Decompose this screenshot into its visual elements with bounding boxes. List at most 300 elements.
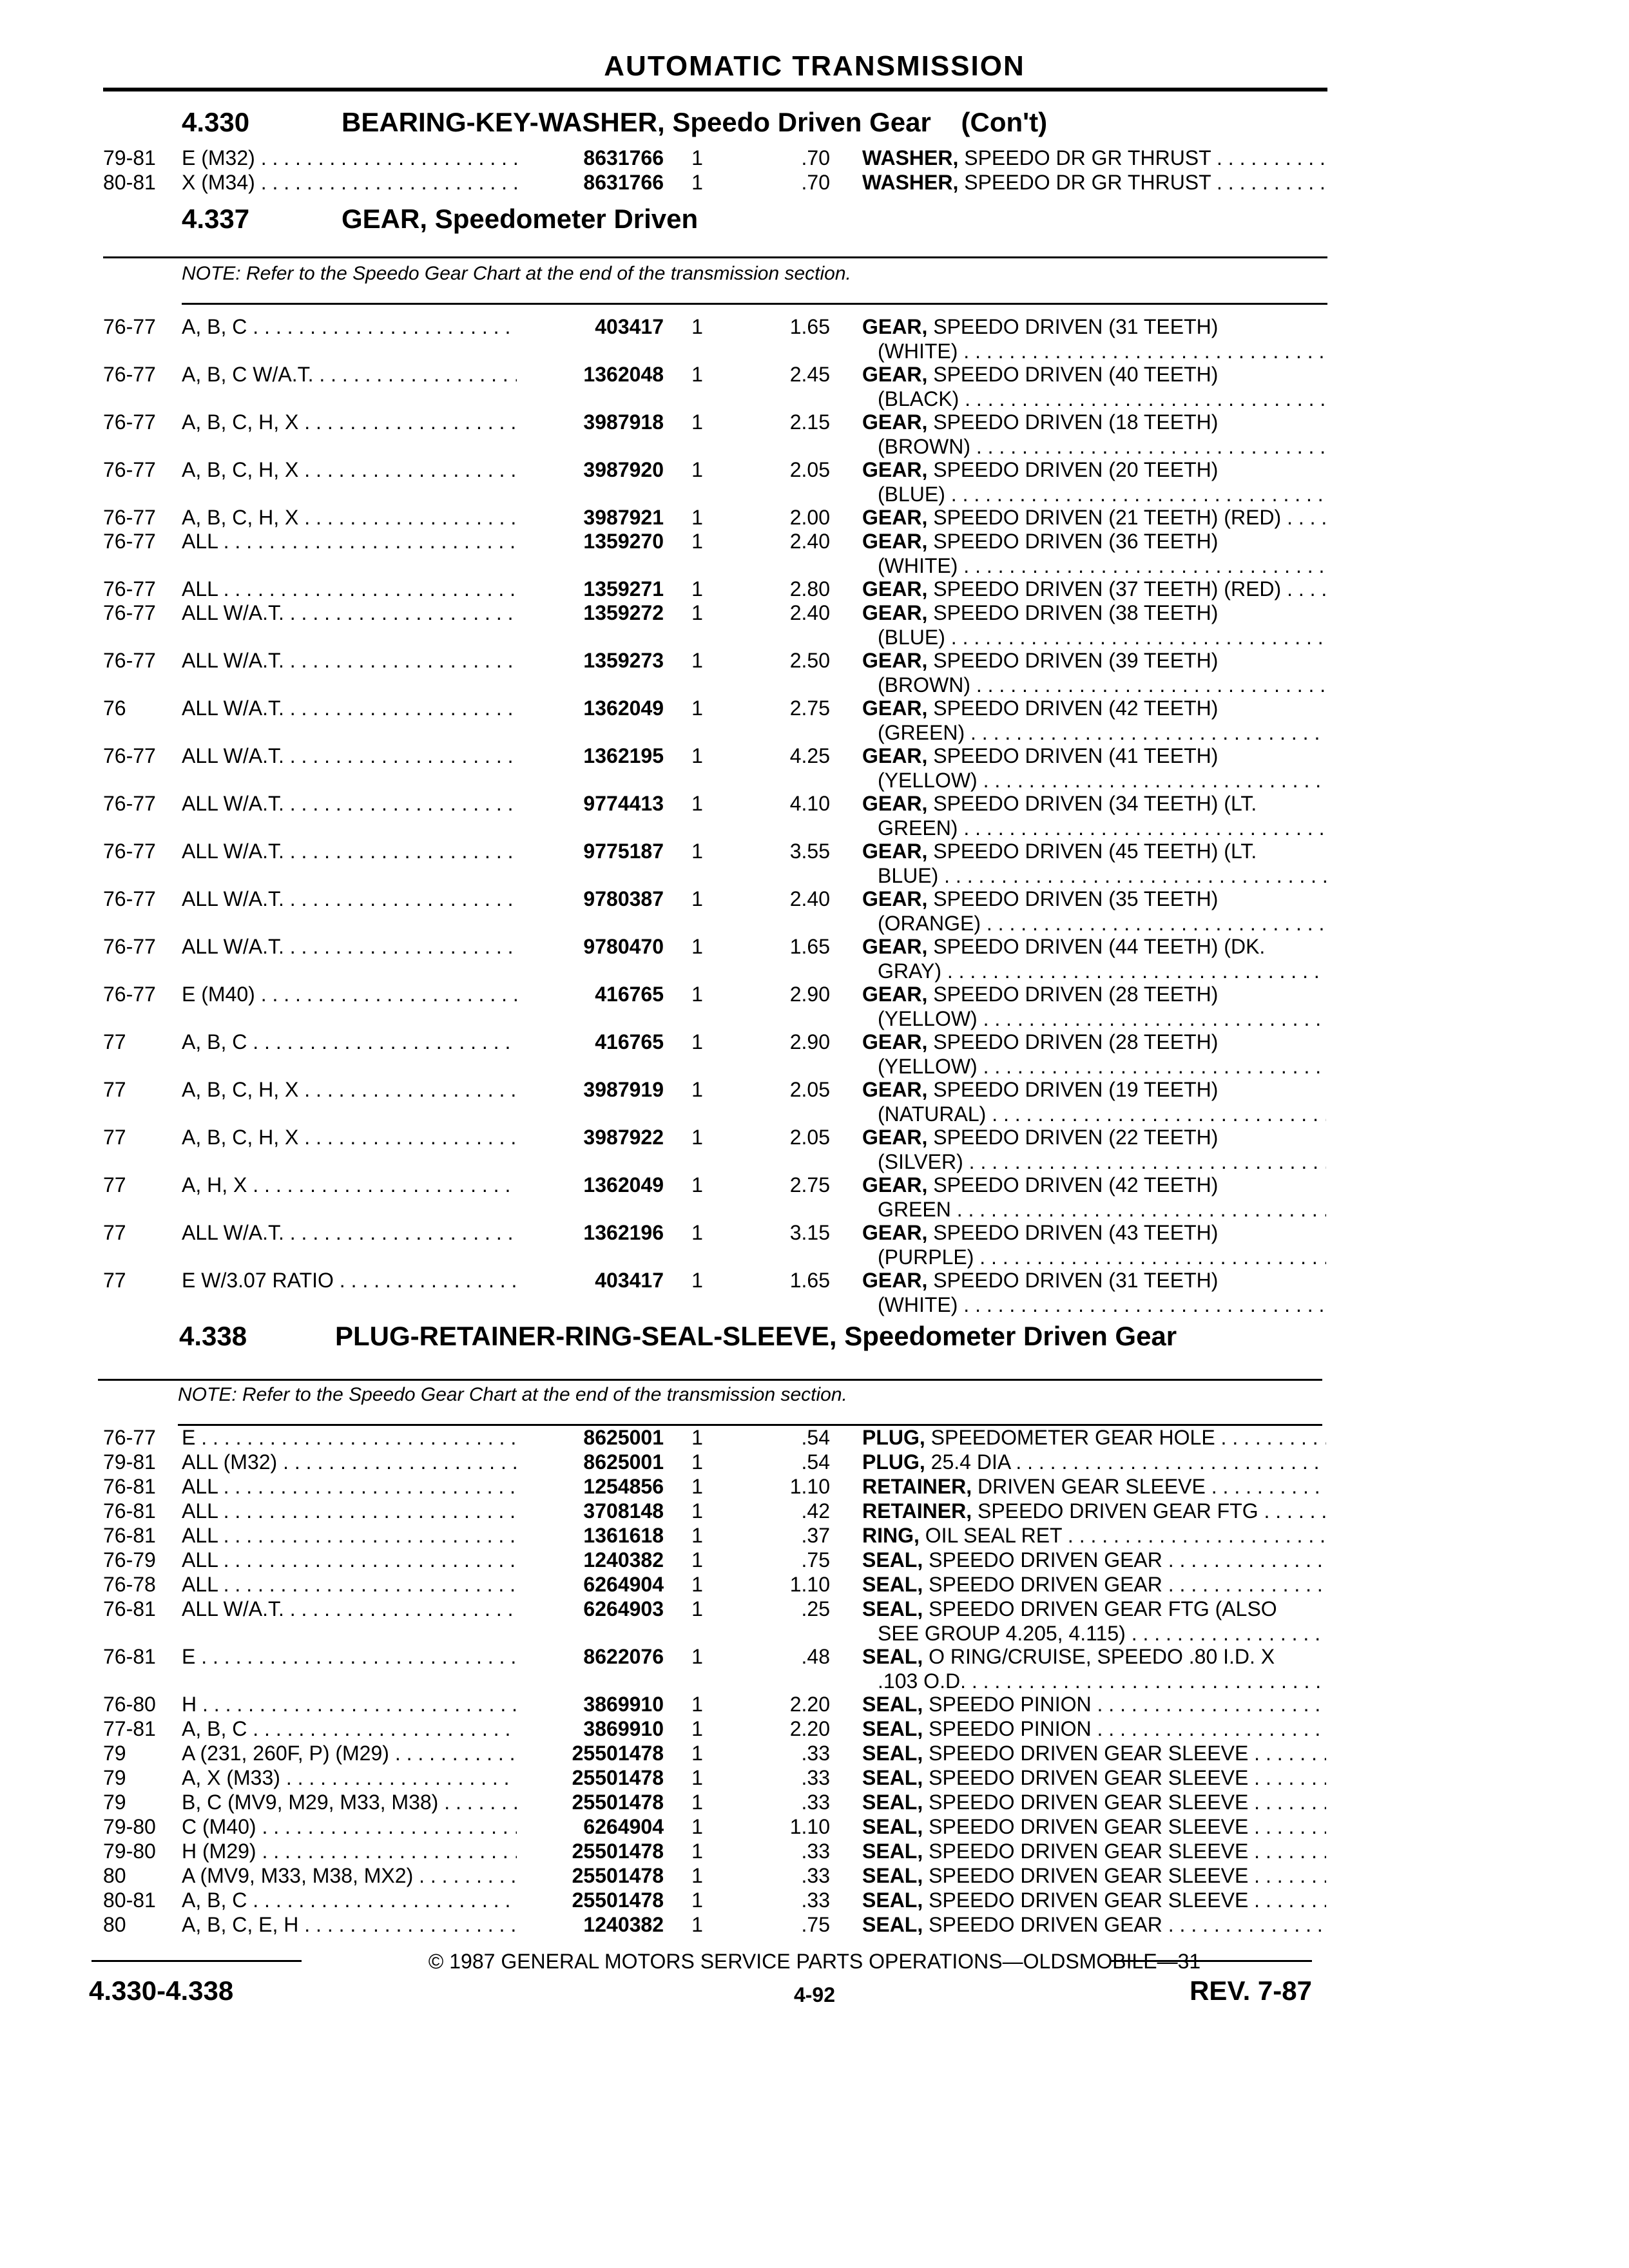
description-line: PLUG, SPEEDOMETER GEAR HOLE . . .	[862, 1425, 1326, 1450]
price: 2.90	[789, 983, 830, 1006]
part-number: 1240382	[583, 1548, 664, 1571]
part-number: 1359270	[583, 530, 664, 553]
description-line: GEAR, SPEEDO DRIVEN (34 TEETH) (LT.	[862, 792, 1257, 815]
part-type: SEAL,	[862, 1742, 923, 1765]
price: 2.75	[789, 1173, 830, 1196]
quantity: 1	[691, 1597, 703, 1620]
description-line: GEAR, SPEEDO DRIVEN (37 TEETH) (RED) . . .	[862, 577, 1326, 601]
quantity: 1	[691, 146, 703, 169]
description-line: .103 O.D. . . .	[862, 1669, 1326, 1693]
part-type: SEAL,	[862, 1791, 923, 1814]
description-line: GEAR, SPEEDO DRIVEN (31 TEETH)	[862, 315, 1219, 338]
part-number: 3708148	[583, 1499, 664, 1523]
price: 2.40	[789, 530, 830, 553]
quantity: 1	[691, 1078, 703, 1101]
application: ALL . . .	[182, 1572, 517, 1597]
application: ALL W/A.T. . . .	[182, 791, 517, 816]
description-line: (BLACK) . . .	[862, 387, 1326, 411]
quantity: 1	[691, 1221, 703, 1244]
quantity: 1	[691, 458, 703, 481]
quantity: 1	[691, 935, 703, 958]
price: 2.40	[789, 601, 830, 624]
quantity: 1	[691, 887, 703, 910]
model-years: 76-77	[103, 792, 156, 815]
part-number: 1254856	[583, 1475, 664, 1498]
application: C (M40) . . .	[182, 1814, 517, 1839]
description-line: SEAL, SPEEDO PINION . . .	[862, 1716, 1326, 1741]
description-line: (YELLOW) . . .	[862, 1006, 1326, 1031]
quantity: 1	[691, 171, 703, 194]
description-line: SEE GROUP 4.205, 4.115) . . .	[862, 1621, 1326, 1646]
description-line: SEAL, SPEEDO DRIVEN GEAR SLEEVE . . .	[862, 1765, 1326, 1790]
application: A, B, C, H, X . . .	[182, 1125, 517, 1149]
description-line: GEAR, SPEEDO DRIVEN (18 TEETH)	[862, 410, 1219, 434]
description-line: WASHER, SPEEDO DR GR THRUST . . .	[862, 170, 1326, 195]
description-line: GEAR, SPEEDO DRIVEN (31 TEETH)	[862, 1269, 1219, 1292]
price: 4.10	[789, 792, 830, 815]
application: E . . .	[182, 1644, 517, 1669]
price: .75	[801, 1913, 830, 1936]
part-type: RETAINER,	[862, 1499, 972, 1523]
model-years: 76	[103, 697, 126, 720]
part-type: GEAR,	[862, 410, 928, 434]
description	[862, 982, 1326, 1031]
part-type: GEAR,	[862, 458, 928, 481]
model-years: 77	[103, 1030, 126, 1053]
quantity: 1	[691, 1548, 703, 1571]
quantity: 1	[691, 1269, 703, 1292]
model-years: 77	[103, 1078, 126, 1101]
description	[862, 1692, 1326, 1716]
application: ALL W/A.T. . . .	[182, 1597, 517, 1621]
description	[862, 1030, 1326, 1079]
model-years: 79-80	[103, 1840, 156, 1863]
quantity: 1	[691, 1426, 703, 1449]
model-years: 76-77	[103, 458, 156, 481]
description	[862, 934, 1326, 983]
part-type: GEAR,	[862, 792, 928, 815]
description-line: GEAR, SPEEDO DRIVEN (22 TEETH)	[862, 1126, 1219, 1149]
description-line: SEAL, SPEEDO DRIVEN GEAR . . .	[862, 1548, 1326, 1572]
part-type: SEAL,	[862, 1645, 923, 1668]
part-number: 1362049	[583, 1173, 664, 1196]
part-number: 3987922	[583, 1126, 664, 1149]
description	[862, 1644, 1326, 1693]
application: A, B, C . . .	[182, 1716, 517, 1741]
price: .33	[801, 1766, 830, 1789]
price: .54	[801, 1450, 830, 1474]
part-type: RETAINER,	[862, 1475, 972, 1498]
description	[862, 505, 1326, 530]
description-line: GEAR, SPEEDO DRIVEN (28 TEETH)	[862, 1030, 1219, 1053]
part-type: PLUG,	[862, 1426, 925, 1449]
part-type: SEAL,	[862, 1597, 923, 1620]
description	[862, 1814, 1326, 1839]
part-number: 1362196	[583, 1221, 664, 1244]
quantity: 1	[691, 315, 703, 338]
part-number: 416765	[595, 1030, 664, 1053]
description	[862, 1499, 1326, 1523]
description	[862, 1572, 1326, 1597]
part-number: 8622076	[583, 1645, 664, 1668]
price: 1.65	[789, 935, 830, 958]
application: A, X (M33) . . .	[182, 1765, 517, 1790]
price: 1.10	[789, 1573, 830, 1596]
part-type: GEAR,	[862, 935, 928, 958]
model-years: 76-77	[103, 983, 156, 1006]
description-line: GEAR, SPEEDO DRIVEN (39 TEETH)	[862, 649, 1219, 672]
description	[862, 577, 1326, 601]
price: .37	[801, 1524, 830, 1547]
description-line: (NATURAL) . . .	[862, 1102, 1326, 1126]
part-number: 3987921	[583, 506, 664, 529]
price: 2.20	[789, 1717, 830, 1740]
model-years: 80-81	[103, 1888, 156, 1912]
description-line: GEAR, SPEEDO DRIVEN (44 TEETH) (DK.	[862, 935, 1266, 958]
application: A, H, X . . .	[182, 1173, 517, 1197]
model-years: 76-81	[103, 1475, 156, 1498]
part-number: 3987919	[583, 1078, 664, 1101]
price: .42	[801, 1499, 830, 1523]
description-line: GEAR, SPEEDO DRIVEN (36 TEETH)	[862, 530, 1219, 553]
footer-revision: REV. 7-87	[1190, 1975, 1312, 2006]
description-line: (BROWN) . . .	[862, 673, 1326, 697]
description	[862, 1425, 1326, 1450]
description-line: BLUE) . . .	[862, 863, 1326, 888]
description	[862, 362, 1326, 411]
part-number: 3987918	[583, 410, 664, 434]
description	[862, 1765, 1326, 1790]
model-years: 79	[103, 1742, 126, 1765]
description	[862, 601, 1326, 649]
application: A, B, C, H, X . . .	[182, 457, 517, 482]
model-years: 76-78	[103, 1573, 156, 1596]
application: ALL W/A.T. . . .	[182, 648, 517, 673]
part-number: 25501478	[572, 1840, 664, 1863]
part-number: 8631766	[583, 146, 664, 169]
description	[862, 696, 1326, 745]
quantity: 1	[691, 1173, 703, 1196]
price: .25	[801, 1597, 830, 1620]
description-line: GEAR, SPEEDO DRIVEN (42 TEETH)	[862, 1173, 1219, 1196]
quantity: 1	[691, 1815, 703, 1838]
part-type: SEAL,	[862, 1717, 923, 1740]
model-years: 80	[103, 1913, 126, 1936]
application: ALL (M32) . . .	[182, 1450, 517, 1474]
description	[862, 791, 1326, 840]
description	[862, 170, 1326, 195]
part-number: 25501478	[572, 1766, 664, 1789]
application: A, B, C, H, X . . .	[182, 505, 517, 530]
part-number: 9780387	[583, 887, 664, 910]
quantity: 1	[691, 1573, 703, 1596]
quantity: 1	[691, 744, 703, 767]
description-line: GEAR, SPEEDO DRIVEN (43 TEETH)	[862, 1221, 1219, 1244]
part-number: 8625001	[583, 1426, 664, 1449]
model-years: 76-77	[103, 601, 156, 624]
footer-page-number: 4-92	[793, 1983, 836, 2006]
quantity: 1	[691, 1524, 703, 1547]
part-type: GEAR,	[862, 506, 928, 529]
price: .33	[801, 1864, 830, 1887]
part-type: GEAR,	[862, 1221, 928, 1244]
application: ALL . . .	[182, 577, 517, 601]
price: 2.00	[789, 506, 830, 529]
description-line: SEAL, SPEEDO PINION . . .	[862, 1692, 1326, 1716]
application: A, B, C, H, X . . .	[182, 410, 517, 434]
model-years: 76-77	[103, 887, 156, 910]
part-number: 1359272	[583, 601, 664, 624]
description-line: SEAL, O RING/CRUISE, SPEEDO .80 I.D. X	[862, 1645, 1275, 1668]
part-type: PLUG,	[862, 1450, 925, 1474]
application: ALL W/A.T. . . .	[182, 887, 517, 911]
description-line: PLUG, 25.4 DIA . . .	[862, 1450, 1326, 1474]
description	[862, 1220, 1326, 1269]
part-number: 403417	[595, 1269, 664, 1292]
description	[862, 1716, 1326, 1741]
description-line: (WHITE) . . .	[862, 1293, 1326, 1317]
application: E . . .	[182, 1425, 517, 1450]
description-line: SEAL, SPEEDO DRIVEN GEAR SLEEVE . . .	[862, 1839, 1326, 1863]
application: ALL . . .	[182, 1548, 517, 1572]
description-line: (WHITE) . . .	[862, 339, 1326, 363]
quantity: 1	[691, 1693, 703, 1716]
price: 2.90	[789, 1030, 830, 1053]
part-type: GEAR,	[862, 315, 928, 338]
description	[862, 1523, 1326, 1548]
description-line: GEAR, SPEEDO DRIVEN (45 TEETH) (LT.	[862, 840, 1257, 863]
price: 2.50	[789, 649, 830, 672]
model-years: 76-79	[103, 1548, 156, 1571]
application: X (M34) . . .	[182, 170, 517, 195]
description	[862, 887, 1326, 936]
part-number: 416765	[595, 983, 664, 1006]
application: E (M40) . . .	[182, 982, 517, 1006]
part-type: GEAR,	[862, 1173, 928, 1196]
price: 2.15	[789, 410, 830, 434]
part-number: 1361618	[583, 1524, 664, 1547]
application: A (MV9, M33, M38, MX2) . . .	[182, 1863, 517, 1888]
price: 3.55	[789, 840, 830, 863]
quantity: 1	[691, 840, 703, 863]
price: 1.10	[789, 1815, 830, 1838]
description-line: GEAR, SPEEDO DRIVEN (21 TEETH) (RED) . . .	[862, 505, 1326, 530]
quantity: 1	[691, 1475, 703, 1498]
part-number: 1240382	[583, 1913, 664, 1936]
model-years: 76-77	[103, 840, 156, 863]
quantity: 1	[691, 1717, 703, 1740]
description	[862, 1077, 1326, 1126]
quantity: 1	[691, 1499, 703, 1523]
price: .70	[801, 146, 830, 169]
model-years: 76-77	[103, 649, 156, 672]
application: ALL . . .	[182, 1499, 517, 1523]
model-years: 76-77	[103, 1426, 156, 1449]
part-type: SEAL,	[862, 1888, 923, 1912]
quantity: 1	[691, 410, 703, 434]
model-years: 76-77	[103, 410, 156, 434]
quantity: 1	[691, 1791, 703, 1814]
description	[862, 648, 1326, 697]
price: 1.10	[789, 1475, 830, 1498]
quantity: 1	[691, 363, 703, 386]
description-line: RETAINER, SPEEDO DRIVEN GEAR FTG . . .	[862, 1499, 1326, 1523]
description-line: GREEN . . .	[862, 1197, 1326, 1222]
description-line: SEAL, SPEEDO DRIVEN GEAR . . .	[862, 1912, 1326, 1937]
quantity: 1	[691, 601, 703, 624]
application: ALL W/A.T. . . .	[182, 696, 517, 720]
quantity: 1	[691, 1864, 703, 1887]
description-line: GEAR, SPEEDO DRIVEN (20 TEETH)	[862, 458, 1219, 481]
price: 2.20	[789, 1693, 830, 1716]
price: 1.65	[789, 315, 830, 338]
quantity: 1	[691, 1450, 703, 1474]
description	[862, 1863, 1326, 1888]
model-years: 79	[103, 1791, 126, 1814]
model-years: 76-77	[103, 506, 156, 529]
description-line: RING, OIL SEAL RET . . .	[862, 1523, 1326, 1548]
part-number: 6264904	[583, 1815, 664, 1838]
description	[862, 1888, 1326, 1912]
model-years: 76-77	[103, 577, 156, 601]
description	[862, 1912, 1326, 1937]
section-4337-note-rule	[182, 303, 1327, 305]
part-type: GEAR,	[862, 1269, 928, 1292]
part-number: 9774413	[583, 792, 664, 815]
section-4338-note: NOTE: Refer to the Speedo Gear Chart at the end of the transmission section.	[178, 1384, 847, 1405]
model-years: 79	[103, 1766, 126, 1789]
description-line: SEAL, SPEEDO DRIVEN GEAR SLEEVE . . .	[862, 1863, 1326, 1888]
description	[862, 529, 1326, 578]
price: 2.75	[789, 697, 830, 720]
part-number: 9775187	[583, 840, 664, 863]
description-line: GREEN) . . .	[862, 816, 1326, 840]
quantity: 1	[691, 792, 703, 815]
price: 2.05	[789, 458, 830, 481]
part-number: 25501478	[572, 1742, 664, 1765]
price: .75	[801, 1548, 830, 1571]
quantity: 1	[691, 577, 703, 601]
application: E W/3.07 RATIO . . .	[182, 1268, 517, 1293]
description-line: (YELLOW) . . .	[862, 1054, 1326, 1079]
part-number: 25501478	[572, 1791, 664, 1814]
description	[862, 1790, 1326, 1814]
model-years: 79-81	[103, 146, 156, 169]
section-4338-top-rule	[98, 1379, 1322, 1381]
part-type: GEAR,	[862, 577, 928, 601]
part-number: 6264903	[583, 1597, 664, 1620]
description	[862, 839, 1326, 888]
description-line: (GREEN) . . .	[862, 720, 1326, 745]
description	[862, 744, 1326, 793]
quantity: 1	[691, 1742, 703, 1765]
model-years: 76-81	[103, 1597, 156, 1620]
part-type: GEAR,	[862, 601, 928, 624]
quantity: 1	[691, 506, 703, 529]
model-years: 77	[103, 1221, 126, 1244]
application: A, B, C, H, X . . .	[182, 1077, 517, 1102]
quantity: 1	[691, 1645, 703, 1668]
part-number: 6264904	[583, 1573, 664, 1596]
application: ALL . . .	[182, 529, 517, 553]
description-line: SEAL, SPEEDO DRIVEN GEAR SLEEVE . . .	[862, 1814, 1326, 1839]
model-years: 77	[103, 1126, 126, 1149]
description-line: (BLUE) . . .	[862, 625, 1326, 649]
price: 2.40	[789, 887, 830, 910]
quantity: 1	[691, 530, 703, 553]
application: ALL W/A.T. . . .	[182, 1220, 517, 1245]
application: A, B, C . . .	[182, 1888, 517, 1912]
model-years: 77-81	[103, 1717, 156, 1740]
application: A, B, C, E, H . . .	[182, 1912, 517, 1937]
part-type: GEAR,	[862, 1030, 928, 1053]
description	[862, 146, 1326, 170]
model-years: 76-81	[103, 1645, 156, 1668]
description	[862, 410, 1326, 459]
price: 4.25	[789, 744, 830, 767]
description-line: GEAR, SPEEDO DRIVEN (35 TEETH)	[862, 887, 1219, 910]
price: .70	[801, 171, 830, 194]
part-type: GEAR,	[862, 744, 928, 767]
model-years: 76-80	[103, 1693, 156, 1716]
part-type: WASHER,	[862, 146, 959, 169]
description	[862, 1597, 1326, 1646]
part-number: 8625001	[583, 1450, 664, 1474]
description	[862, 1839, 1326, 1863]
model-years: 76-81	[103, 1499, 156, 1523]
description-line: RETAINER, DRIVEN GEAR SLEEVE . . .	[862, 1474, 1326, 1499]
description-line: (SILVER) . . .	[862, 1149, 1326, 1174]
part-number: 9780470	[583, 935, 664, 958]
description-line: (WHITE) . . .	[862, 553, 1326, 578]
application: A (231, 260F, P) (M29) . . .	[182, 1741, 517, 1765]
description	[862, 1450, 1326, 1474]
description-line: GEAR, SPEEDO DRIVEN (19 TEETH)	[862, 1078, 1219, 1101]
part-type: SEAL,	[862, 1913, 923, 1936]
description-line: SEAL, SPEEDO DRIVEN GEAR SLEEVE . . .	[862, 1888, 1326, 1912]
application: A, B, C . . .	[182, 1030, 517, 1054]
description-line: SEAL, SPEEDO DRIVEN GEAR . . .	[862, 1572, 1326, 1597]
part-number: 403417	[595, 315, 664, 338]
description-line: (PURPLE) . . .	[862, 1245, 1326, 1269]
quantity: 1	[691, 1840, 703, 1863]
part-type: GEAR,	[862, 1078, 928, 1101]
part-number: 3869910	[583, 1717, 664, 1740]
part-type: WASHER,	[862, 171, 959, 194]
quantity: 1	[691, 983, 703, 1006]
application: ALL W/A.T. . . .	[182, 934, 517, 959]
description	[862, 1548, 1326, 1572]
price: .33	[801, 1840, 830, 1863]
model-years: 80	[103, 1864, 126, 1887]
description-line: GEAR, SPEEDO DRIVEN (42 TEETH)	[862, 697, 1219, 720]
application: ALL W/A.T. . . .	[182, 601, 517, 625]
part-type: GEAR,	[862, 697, 928, 720]
model-years: 77	[103, 1269, 126, 1292]
price: 2.80	[789, 577, 830, 601]
description-line: GEAR, SPEEDO DRIVEN (38 TEETH)	[862, 601, 1219, 624]
application: ALL W/A.T. . . .	[182, 744, 517, 768]
description	[862, 1268, 1326, 1317]
quantity: 1	[691, 1766, 703, 1789]
description	[862, 1741, 1326, 1765]
description	[862, 1474, 1326, 1499]
price: .33	[801, 1888, 830, 1912]
part-type: SEAL,	[862, 1864, 923, 1887]
description-line: GEAR, SPEEDO DRIVEN (28 TEETH)	[862, 983, 1219, 1006]
part-type: SEAL,	[862, 1693, 923, 1716]
part-number: 1362048	[583, 363, 664, 386]
